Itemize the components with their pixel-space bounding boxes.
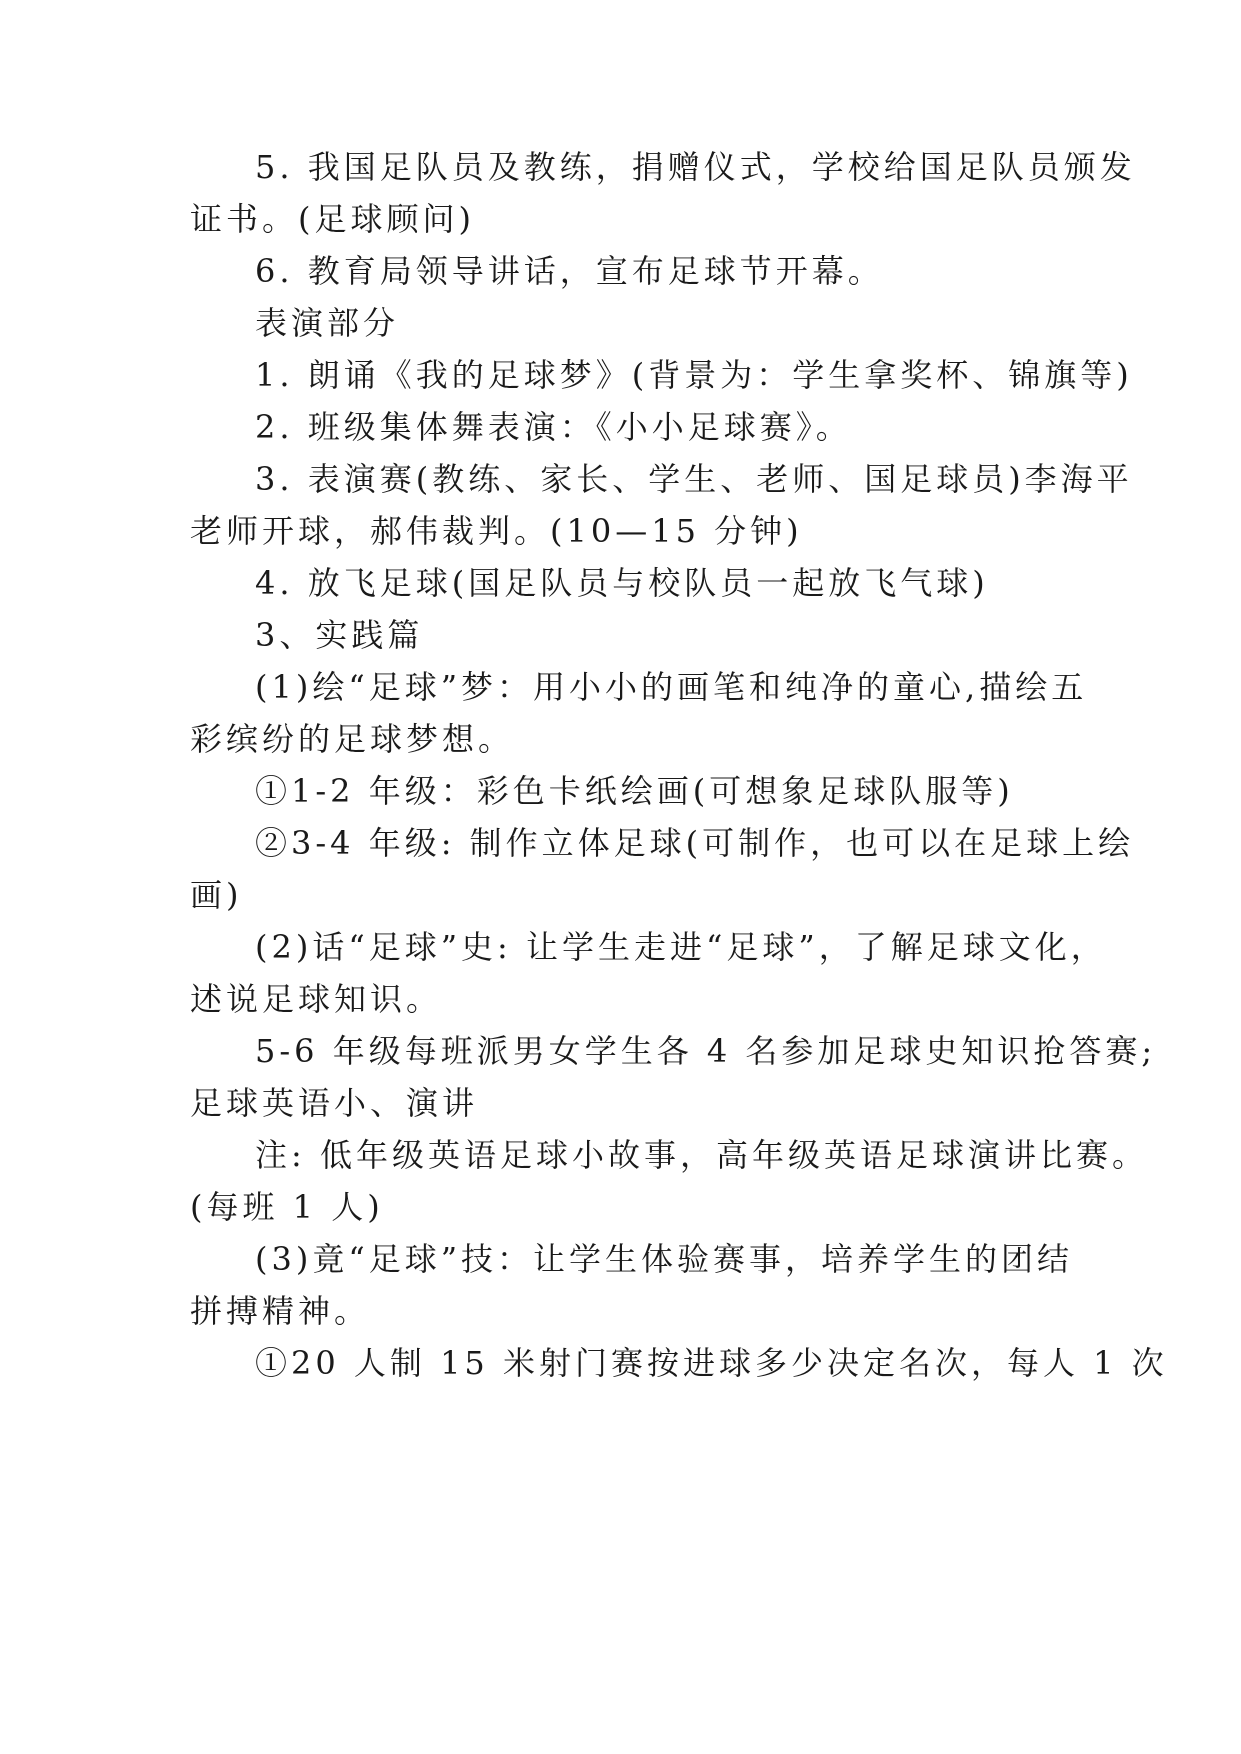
text-line: 足球英语小、演讲	[190, 1084, 479, 1122]
section-heading: 3、实践篇	[255, 616, 424, 654]
text-line: 1. 朗诵《我的足球梦》(背景为：学生拿奖杯、锦旗等)	[255, 356, 1133, 394]
text-line: 注: 低年级英语足球小故事，高年级英语足球演讲比赛。	[255, 1136, 1148, 1174]
text-line: 老师开球，郝伟裁判。(10—15 分钟)	[190, 512, 803, 550]
text-line: 4. 放飞足球(国足队员与校队员一起放飞气球)	[255, 564, 989, 602]
text-line: (3)竟“足球”技：让学生体验赛事，培养学生的团结	[255, 1240, 1074, 1278]
text-line: ②3-4 年级: 制作立体足球(可制作，也可以在足球上绘	[255, 824, 1135, 862]
text-line: 述说足球知识。	[190, 980, 443, 1018]
text-line: 证书。(足球顾问)	[190, 200, 475, 238]
text-line: 彩缤纷的足球梦想。	[190, 720, 515, 758]
text-line: ①1-2 年级：彩色卡纸绘画(可想象足球队服等)	[255, 772, 1014, 810]
text-line: 5-6 年级每班派男女学生各 4 名参加足球史知识抢答赛;	[255, 1032, 1157, 1070]
text-line: 5. 我国足队员及教练，捐赠仪式，学校给国足队员颁发	[255, 148, 1136, 186]
text-line: ①20 人制 15 米射门赛按进球多少决定名次，每人 1 次	[255, 1344, 1168, 1382]
text-line: (1)绘“足球”梦：用小小的画笔和纯净的童心,描绘五	[255, 668, 1088, 706]
text-line: 3. 表演赛(教练、家长、学生、老师、国足球员)李海平	[255, 460, 1133, 498]
section-heading: 表演部分	[255, 304, 400, 342]
text-line: (2)话“足球”史: 让学生走进“足球”，了解足球文化，	[255, 928, 1107, 966]
text-line: 6. 教育局领导讲话，宣布足球节开幕。	[255, 252, 884, 290]
text-line: 拼搏精神。	[190, 1292, 371, 1330]
text-line: 2. 班级集体舞表演：《小小足球赛》。	[255, 408, 852, 446]
text-line: (每班 1 人)	[190, 1188, 384, 1226]
text-line: 画)	[190, 876, 243, 914]
